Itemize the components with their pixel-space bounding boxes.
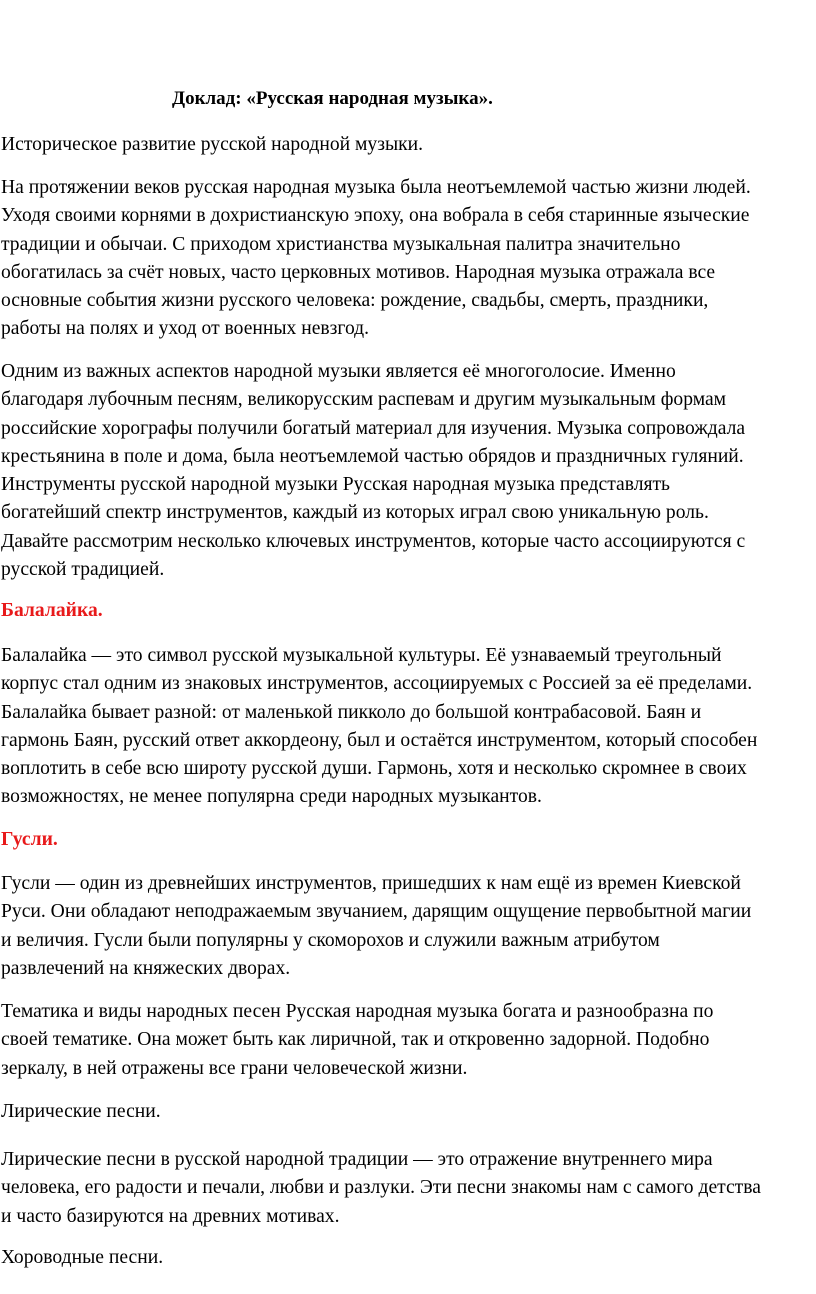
- paragraph-line: благодаря лубочным песням, великорусским распевам и другим музыкальным формам: [1, 389, 727, 411]
- paragraph-line: и часто базируются на древних мотивах.: [1, 1205, 340, 1227]
- lyric-heading: Лирические песни.: [1, 1101, 161, 1122]
- paragraph-line: Уходя своими корнями в дохристианскую эпоху, она вобрала в себя старинные языческие: [1, 205, 750, 227]
- gusli-heading: Гусли.: [1, 829, 58, 850]
- paragraph-lyric: [1, 1146, 816, 1231]
- paragraph-line: развлечений на княжеских дворах.: [1, 957, 291, 979]
- paragraph-line: обогатилась за счёт новых, часто церковных мотивов. Народная музыка отражала все: [1, 261, 716, 283]
- paragraph-line: Давайте рассмотрим несколько ключевых инструментов, которые часто ассоциируются с: [1, 530, 746, 552]
- paragraph-line: возможностях, не менее популярна среди народных музыкантов.: [1, 786, 542, 808]
- paragraph-themes: [1, 998, 816, 1083]
- paragraph-line: традиции и обычаи. С приходом христианства музыкальная палитра значительно: [1, 233, 681, 255]
- paragraph-line: воплотить в себе всю широту русской души. Гармонь, хотя и несколько скромнее в своих: [1, 758, 747, 780]
- paragraph-polyphony: [1, 358, 816, 584]
- paragraph-line: Руси. Они обладают неподражаемым звучанием, дарящим ощущение первобытной магии: [1, 901, 752, 923]
- paragraph-line: корпус стал одним из знаковых инструментов, ассоциируемых с Россией за её пределами.: [1, 673, 753, 695]
- paragraph-line: основные события жизни русского человека: рождение, свадьбы, смерть, праздники,: [1, 290, 709, 312]
- paragraph-history: [1, 174, 816, 344]
- paragraph-line: Балалайка — это символ русской музыкальной культуры. Её узнаваемый треугольный: [1, 645, 722, 666]
- paragraph-line: работы на полях и уход от военных невзгод.: [1, 318, 370, 340]
- paragraph-line: Инструменты русской народной музыки Русская народная музыка представлять: [1, 474, 670, 496]
- paragraph-line: российские хорографы получили богатый материал для изучения. Музыка сопровождала: [1, 417, 746, 439]
- paragraph-line: и величия. Гусли были популярны у скоморохов и служили важным атрибутом: [1, 929, 660, 951]
- paragraph-line: гармонь Баян, русский ответ аккордеону, был и остаётся инструментом, который способен: [1, 729, 758, 751]
- paragraph-line: Лирические песни в русской народной традиции — это отражение внутреннего мира: [1, 1149, 713, 1170]
- paragraph-line: крестьянина в поле и дома, была неотъемлемой частью обрядов и праздничных гуляний.: [1, 445, 744, 467]
- paragraph-line: На протяжении веков русская народная музыка была неотъемлемой частью жизни людей.: [1, 177, 751, 198]
- paragraph-line: человека, его радости и печали, любви и разлуки. Эти песни знакомы нам с самого детства: [1, 1177, 761, 1199]
- paragraph-line: русской традицией.: [1, 559, 165, 581]
- paragraph-line: своей тематике. Она может быть как лиричной, так и откровенно задорной. Подобно: [1, 1029, 710, 1051]
- paragraph-line: Гусли — один из древнейших инструментов, пришедших к нам ещё из времен Киевской: [1, 873, 741, 894]
- paragraph-line: Балалайка бывает разной: от маленькой пикколо до большой контрабасовой. Баян и: [1, 701, 702, 723]
- section-heading: Историческое развитие русской народной музыки.: [1, 134, 424, 155]
- paragraph-gusli: [1, 870, 816, 983]
- document-title: Доклад: «Русская народная музыка».: [172, 88, 493, 109]
- balalaika-heading: Балалайка.: [1, 600, 103, 621]
- paragraph-line: богатейший спектр инструментов, каждый из которых играл свою уникальную роль.: [1, 502, 709, 524]
- paragraph-balalaika: [1, 642, 816, 812]
- round-dance-heading: Хороводные песни.: [1, 1247, 164, 1268]
- paragraph-line: Тематика и виды народных песен Русская народная музыка богата и разнообразна по: [1, 1001, 714, 1022]
- paragraph-line: Одним из важных аспектов народной музыки является её многоголосие. Именно: [1, 361, 676, 382]
- paragraph-line: зеркалу, в ней отражены все грани человеческой жизни.: [1, 1057, 468, 1079]
